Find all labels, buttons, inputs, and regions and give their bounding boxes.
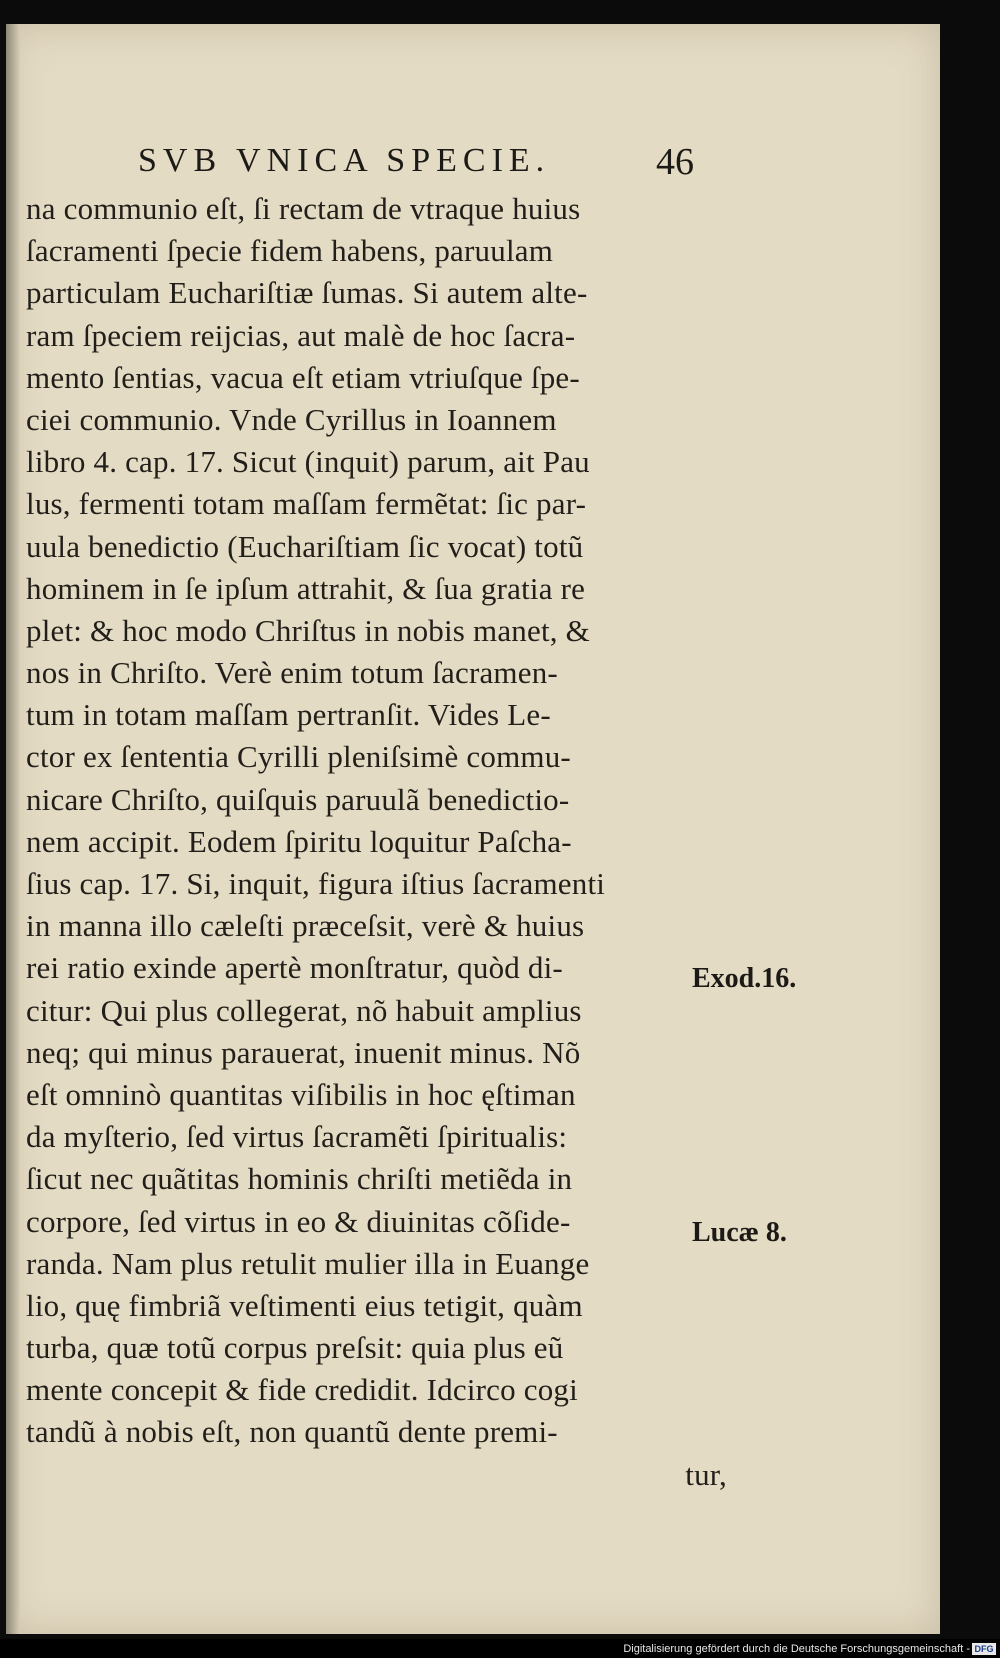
text-line: ciei communio. Vnde Cyrillus in Ioannem (26, 401, 557, 437)
marginal-note-exodus: Exod.16. (692, 963, 797, 994)
text-line: ſacramenti ſpecie fidem habens, paruulam (26, 233, 554, 269)
text-line: eſt omninò quantitas viſibilis in hoc ęſtiman (26, 1076, 576, 1112)
text-line: plet: & hoc modo Chriſtus in nobis manet, & (26, 612, 590, 648)
running-head (6, 142, 940, 192)
text-line: lio, quę fimbriã veſtimenti eius tetigit, quàm (26, 1287, 583, 1323)
text-line: in manna illo cæleſti præceſsit, verè & huius (26, 908, 585, 944)
text-line: citur: Qui plus collegerat, nõ habuit amplius (26, 992, 582, 1028)
text-line: tum in totam maſſam pertranſit. Vides Le- (26, 697, 551, 733)
catchword: tur, (685, 1456, 727, 1492)
text-line: mente concepit & fide credidit. Idcirco cogi (26, 1372, 578, 1408)
text-line: nem accipit. Eodem ſpiritu loquitur Paſcha- (26, 823, 572, 859)
text-line: tandũ à nobis eſt, non quantũ dente premi- (26, 1414, 558, 1450)
text-line: turba, quæ totũ corpus preſsit: quia plus eũ (26, 1330, 564, 1366)
main-text (26, 188, 731, 1496)
text-line: na communio eſt, ſi rectam de vtraque huius (26, 191, 581, 226)
footer-credit: Digitalisierung gefördert durch die Deutsche Forschungsgemeinschaft - (623, 1643, 970, 1655)
text-line: particulam Euchariſtiæ ſumas. Si autem alte- (26, 275, 588, 311)
page-gutter-shadow (6, 24, 20, 1634)
marginal-note-luke: Lucæ 8. (692, 1217, 787, 1248)
text-line: nos in Chriſto. Verè enim totum ſacramen- (26, 655, 558, 691)
text-line: hominem in ſe ipſum attrahit, & ſua gratia re (26, 570, 586, 606)
text-line: da myſterio, ſed virtus ſacramẽti ſpiritualis: (26, 1119, 568, 1155)
text-line: ctor ex ſententia Cyrilli pleniſsimè commu- (26, 739, 571, 775)
book-page (6, 24, 940, 1634)
text-line: uula benedictio (Euchariſtiam ſic vocat) totũ (26, 528, 584, 564)
running-head-title: SVB VNICA SPECIE. (138, 142, 551, 179)
text-line: nicare Chriſto, quiſquis paruulã benedictio- (26, 781, 570, 817)
text-line: libro 4. cap. 17. Sicut (inquit) parum, ait Pau (26, 444, 590, 480)
page-number: 46 (656, 141, 694, 183)
text-line: ſicut nec quãtitas hominis chriſti metiẽda in (26, 1161, 573, 1197)
text-line: mento ſentias, vacua eſt etiam vtriuſque ſpe- (26, 359, 580, 395)
text-line: randa. Nam plus retulit mulier illa in Euange (26, 1245, 590, 1281)
text-line: ram ſpeciem reijcias, aut malè de hoc ſacra- (26, 317, 576, 353)
dfg-logo: DFG (972, 1643, 996, 1655)
text-line: rei ratio exinde apertè monſtratur, quòd di- (26, 950, 563, 986)
text-line: ſius cap. 17. Si, inquit, figura iſtius ſacramenti (26, 866, 606, 901)
text-line: corpore, ſed virtus in eo & diuinitas cõſide- (26, 1203, 571, 1239)
text-line: neq; qui minus parauerat, inuenit minus. Nõ (26, 1034, 581, 1070)
text-line: lus, fermenti totam maſſam fermẽtat: ſic par- (26, 486, 587, 522)
